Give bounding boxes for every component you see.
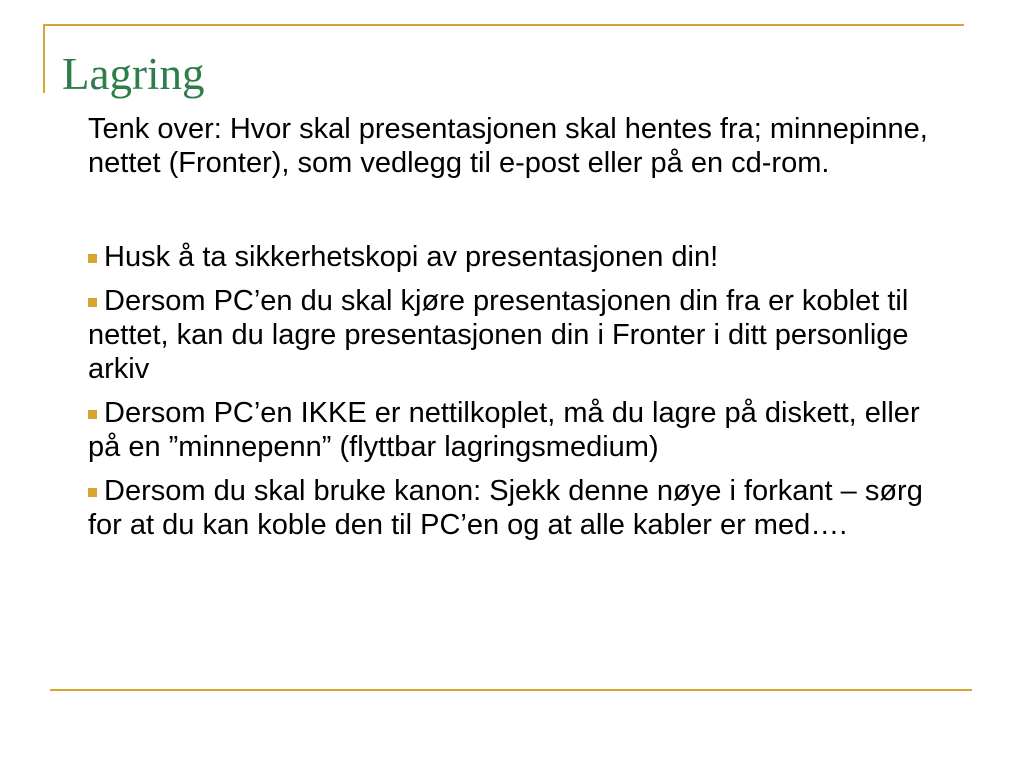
bullet-text: Husk å ta sikkerhetskopi av presentasjonen din! <box>104 241 719 273</box>
square-bullet-icon <box>88 298 97 307</box>
slide-title: Lagring <box>62 49 205 99</box>
bullet-item <box>88 396 938 464</box>
bullet-item <box>88 240 938 274</box>
bullet-item <box>88 284 938 386</box>
bullet-text: Dersom du skal bruke kanon: Sjekk denne nøye i forkant – sørg for at du kan koble den til PC’en og at alle kabler er med…. <box>88 475 923 541</box>
bullet-item <box>88 474 938 542</box>
square-bullet-icon <box>88 254 97 263</box>
paragraph-spacer <box>88 180 938 240</box>
frame-bottom-line <box>50 689 972 691</box>
square-bullet-icon <box>88 410 97 419</box>
frame-top-line <box>43 24 964 26</box>
slide-body <box>88 112 938 542</box>
bullet-list <box>88 240 938 542</box>
frame-left-line <box>43 24 45 93</box>
square-bullet-icon <box>88 488 97 497</box>
intro-paragraph: Tenk over: Hvor skal presentasjonen skal hentes fra; minnepinne, nettet (Fronter), som vedlegg til e-post eller på en cd-rom. <box>88 113 928 179</box>
bullet-text: Dersom PC’en IKKE er nettilkoplet, må du lagre på diskett, eller på en ”minnepenn” (flyttbar lagringsmedium) <box>88 397 920 463</box>
bullet-text: Dersom PC’en du skal kjøre presentasjonen din fra er koblet til nettet, kan du lagre presentasjonen din i Fronter i ditt personlige arkiv <box>88 285 909 385</box>
